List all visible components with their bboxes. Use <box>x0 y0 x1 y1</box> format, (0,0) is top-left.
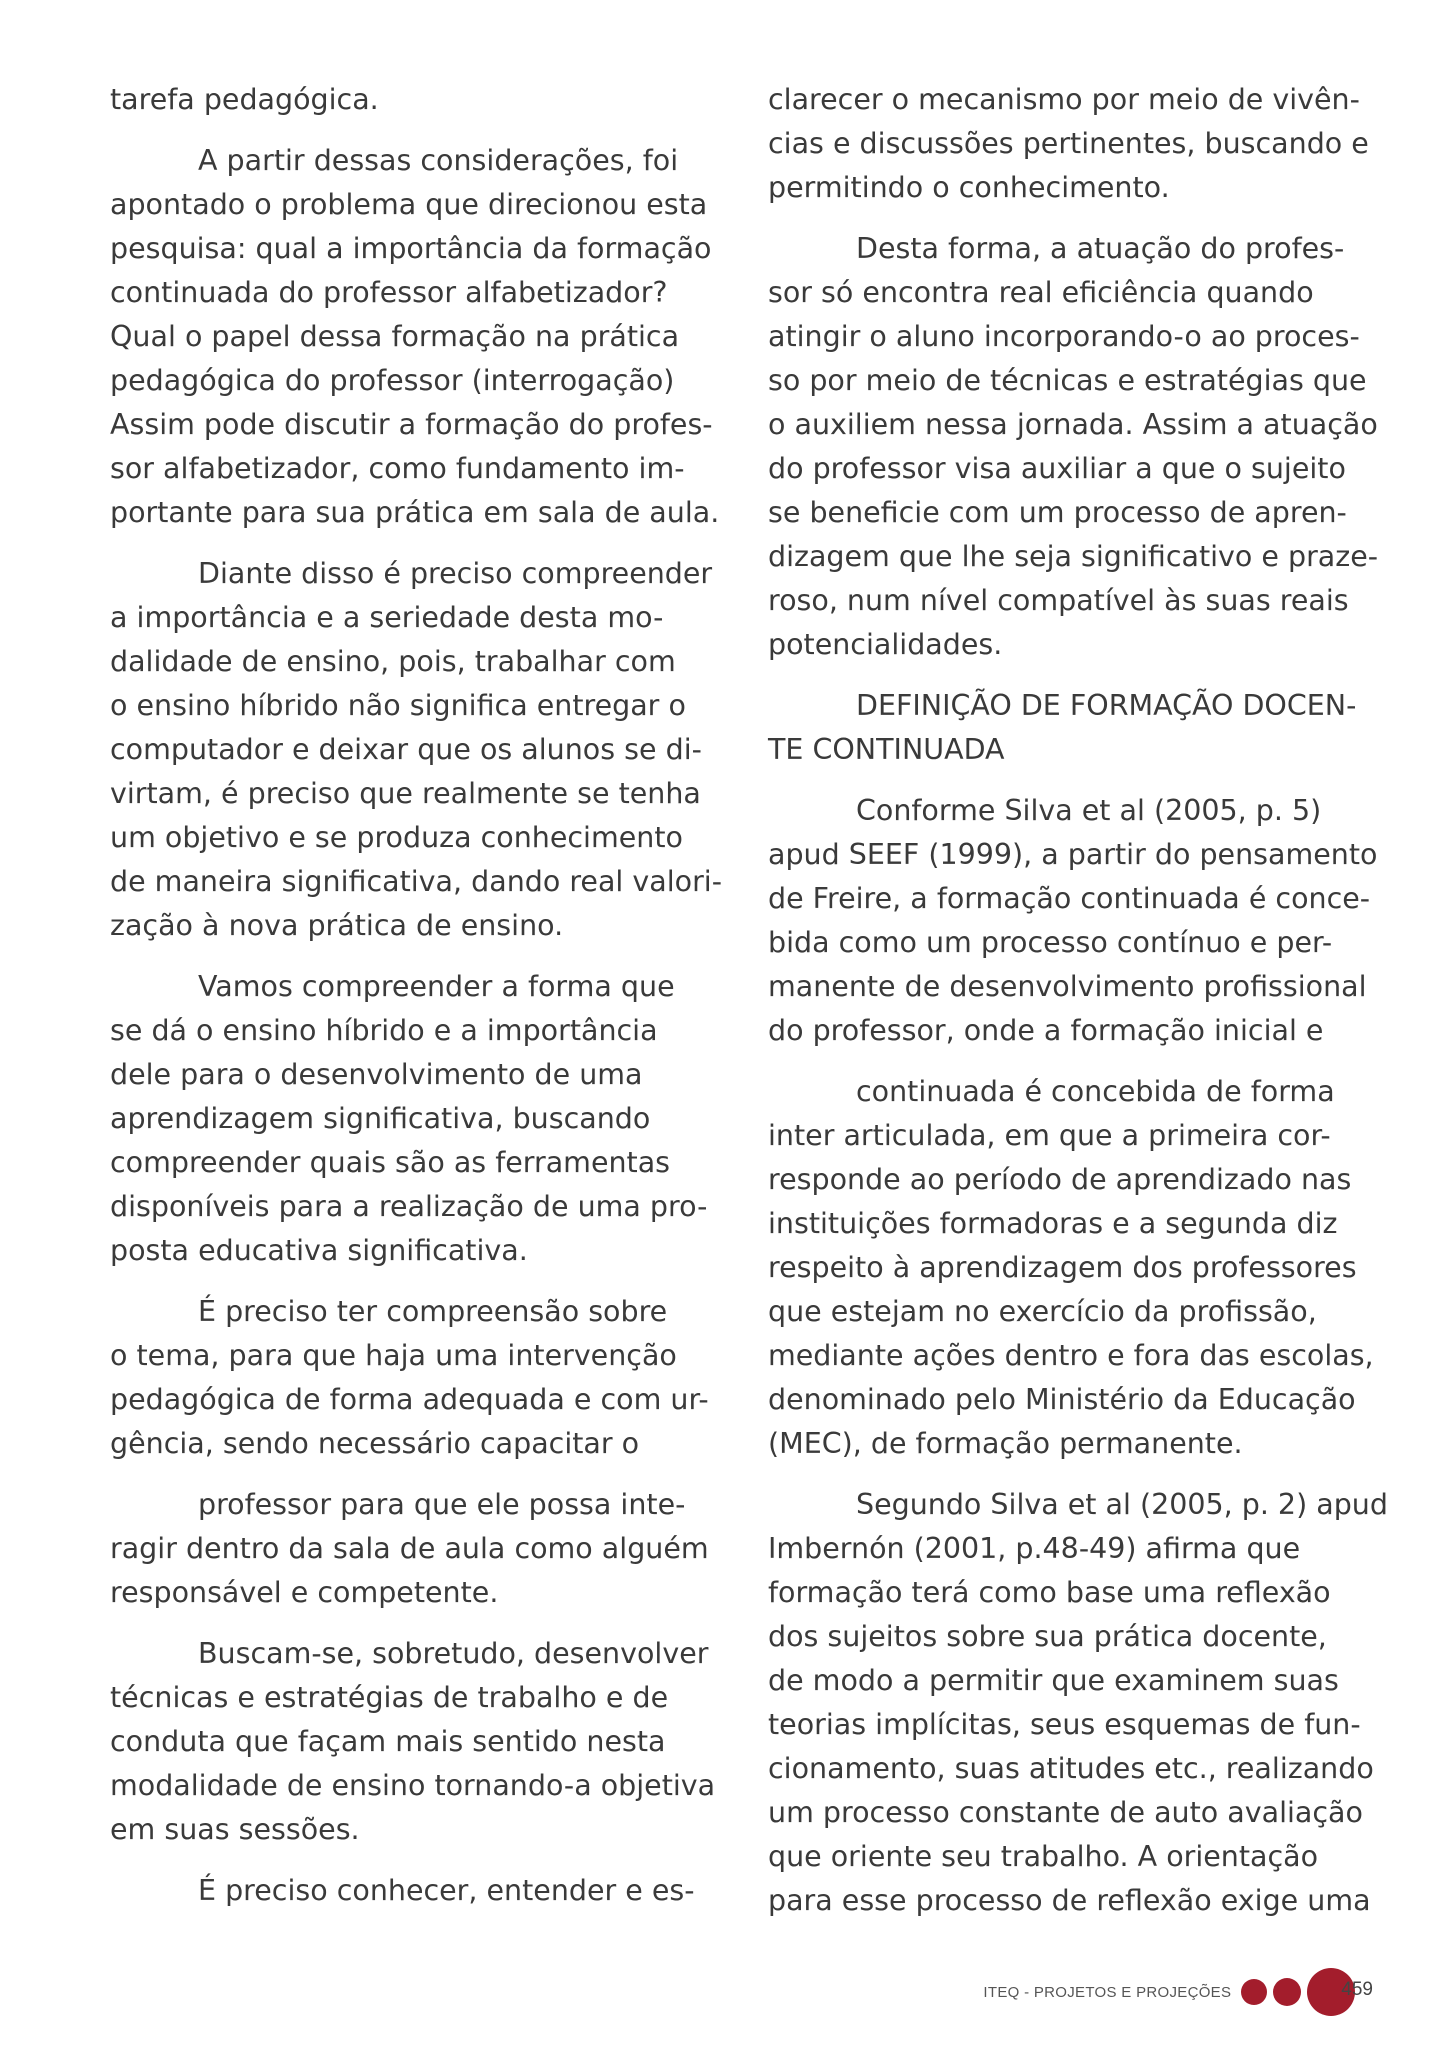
text-line: É preciso ter compreensão sobre <box>198 1295 668 1328</box>
page-footer <box>983 1962 1373 2022</box>
paragraph <box>110 1290 710 1466</box>
text-line: responsável e competente. <box>110 1576 499 1609</box>
text-line: sor alfabetizador, como fundamento im- <box>110 452 685 485</box>
text-line: pedagógica do professor (interrogação) <box>110 364 675 397</box>
text-line: do professor, onde a formação inicial e <box>768 1014 1324 1047</box>
right-column <box>768 78 1388 1940</box>
text-line: professor para que ele possa inte- <box>198 1488 686 1521</box>
text-line: dele para o desenvolvimento de uma <box>110 1058 643 1091</box>
text-line: Qual o papel dessa formação na prática <box>110 320 680 353</box>
text-line: de modo a permitir que examinem suas <box>768 1664 1339 1697</box>
paragraph <box>768 227 1379 667</box>
paragraph <box>768 1483 1388 1923</box>
text-line: técnicas e estratégias de trabalho e de <box>110 1681 669 1714</box>
text-line: pesquisa: qual a importância da formação <box>110 232 712 265</box>
text-line: um processo constante de auto avaliação <box>768 1796 1363 1829</box>
paragraph <box>110 965 710 1273</box>
text-line: um objetivo e se produza conhecimento <box>110 821 683 854</box>
footer-dot-small <box>1241 1979 1267 2005</box>
text-line: permitindo o conhecimento. <box>768 171 1170 204</box>
paragraph <box>110 1869 710 1913</box>
text-line: pedagógica de forma adequada e com ur- <box>110 1383 709 1416</box>
text-line: Conforme Silva et al (2005, p. 5) <box>856 794 1322 827</box>
text-line: sor só encontra real eficiência quando <box>768 276 1314 309</box>
text-line: apontado o problema que direcionou esta <box>110 188 708 221</box>
paragraph <box>768 684 1368 772</box>
text-line: responde ao período de aprendizado nas <box>768 1163 1352 1196</box>
page-number: 459 <box>1341 1979 1373 2000</box>
text-line: Vamos compreender a forma que <box>198 970 675 1003</box>
text-line: Diante disso é preciso compreender <box>198 557 713 590</box>
text-line: A partir dessas considerações, foi <box>198 144 679 177</box>
text-line: o tema, para que haja uma intervenção <box>110 1339 677 1372</box>
text-line: roso, num nível compatível às suas reais <box>768 584 1349 617</box>
text-line: posta educativa significativa. <box>110 1234 528 1267</box>
text-line: dizagem que lhe seja significativo e praze- <box>768 540 1379 573</box>
paragraph <box>768 1070 1374 1466</box>
text-line: inter articulada, em que a primeira cor- <box>768 1119 1331 1152</box>
text-line: computador e deixar que os alunos se di- <box>110 733 702 766</box>
paragraph <box>768 789 1378 1053</box>
text-line: o ensino híbrido não significa entregar o <box>110 689 686 722</box>
paragraph <box>110 78 710 122</box>
text-line: continuada do professor alfabetizador? <box>110 276 668 309</box>
text-line: respeito à aprendizagem dos professores <box>768 1251 1357 1284</box>
text-line: virtam, é preciso que realmente se tenha <box>110 777 701 810</box>
text-line: bida como um processo contínuo e per- <box>768 926 1333 959</box>
text-line: dalidade de ensino, pois, trabalhar com <box>110 645 676 678</box>
left-column <box>110 78 723 1930</box>
paragraph <box>768 78 1368 210</box>
text-line: TE CONTINUADA <box>768 733 1005 766</box>
text-line: Buscam-se, sobretudo, desenvolver <box>198 1637 709 1670</box>
footer-dot-medium <box>1273 1978 1301 2006</box>
text-line: potencialidades. <box>768 628 1003 661</box>
text-line: em suas sessões. <box>110 1813 360 1846</box>
text-line: cionamento, suas atitudes etc., realizando <box>768 1752 1374 1785</box>
text-line: aprendizagem significativa, buscando <box>110 1102 651 1135</box>
paragraph <box>110 139 720 535</box>
text-line: (MEC), de formação permanente. <box>768 1427 1243 1460</box>
text-line: cias e discussões pertinentes, buscando e <box>768 127 1369 160</box>
text-line: a importância e a seriedade desta mo- <box>110 601 664 634</box>
text-line: atingir o aluno incorporando-o ao proces- <box>768 320 1360 353</box>
paragraph <box>110 552 723 948</box>
text-line: continuada é concebida de forma <box>856 1075 1335 1108</box>
text-line: mediante ações dentro e fora das escolas, <box>768 1339 1374 1372</box>
text-line: denominado pelo Ministério da Educação <box>768 1383 1356 1416</box>
text-line: apud SEEF (1999), a partir do pensamento <box>768 838 1378 871</box>
text-line: ragir dentro da sala de aula como alguém <box>110 1532 709 1565</box>
text-line: clarecer o mecanismo por meio de vivên- <box>768 83 1360 116</box>
paragraph <box>110 1632 716 1852</box>
text-line: que estejam no exercício da profissão, <box>768 1295 1317 1328</box>
text-line: tarefa pedagógica. <box>110 83 379 116</box>
text-line: Segundo Silva et al (2005, p. 2) apud <box>856 1488 1388 1521</box>
text-line: que oriente seu trabalho. A orientação <box>768 1840 1319 1873</box>
text-line: se beneficie com um processo de apren- <box>768 496 1347 529</box>
text-line: de maneira significativa, dando real valori- <box>110 865 723 898</box>
text-line: o auxiliem nessa jornada. Assim a atuação <box>768 408 1378 441</box>
text-line: para esse processo de reflexão exige uma <box>768 1884 1371 1917</box>
text-line: portante para sua prática em sala de aula. <box>110 496 720 529</box>
text-line: É preciso conhecer, entender e es- <box>198 1874 695 1907</box>
text-line: manente de desenvolvimento profissional <box>768 970 1367 1003</box>
paragraph <box>110 1483 710 1615</box>
text-line: dos sujeitos sobre sua prática docente, <box>768 1620 1327 1653</box>
text-line: DEFINIÇÃO DE FORMAÇÃO DOCEN- <box>856 689 1357 722</box>
text-line: zação à nova prática de ensino. <box>110 909 564 942</box>
text-line: de Freire, a formação continuada é conce- <box>768 882 1371 915</box>
text-line: modalidade de ensino tornando-a objetiva <box>110 1769 716 1802</box>
text-line: disponíveis para a realização de uma pro- <box>110 1190 708 1223</box>
text-line: gência, sendo necessário capacitar o <box>110 1427 640 1460</box>
text-line: compreender quais são as ferramentas <box>110 1146 671 1179</box>
text-line: Desta forma, a atuação do profes- <box>856 232 1345 265</box>
footer-publication-label: ITEQ - PROJETOS E PROJEÇÕES <box>983 1983 1232 2001</box>
text-line: so por meio de técnicas e estratégias que <box>768 364 1367 397</box>
text-line: Imbernón (2001, p.48-49) afirma que <box>768 1532 1301 1565</box>
text-line: conduta que façam mais sentido nesta <box>110 1725 666 1758</box>
text-line: Assim pode discutir a formação do profes- <box>110 408 713 441</box>
text-line: do professor visa auxiliar a que o sujeito <box>768 452 1346 485</box>
text-line: teorias implícitas, seus esquemas de fun- <box>768 1708 1361 1741</box>
text-line: se dá o ensino híbrido e a importância <box>110 1014 658 1047</box>
text-line: instituições formadoras e a segunda diz <box>768 1207 1338 1240</box>
text-line: formação terá como base uma reflexão <box>768 1576 1331 1609</box>
